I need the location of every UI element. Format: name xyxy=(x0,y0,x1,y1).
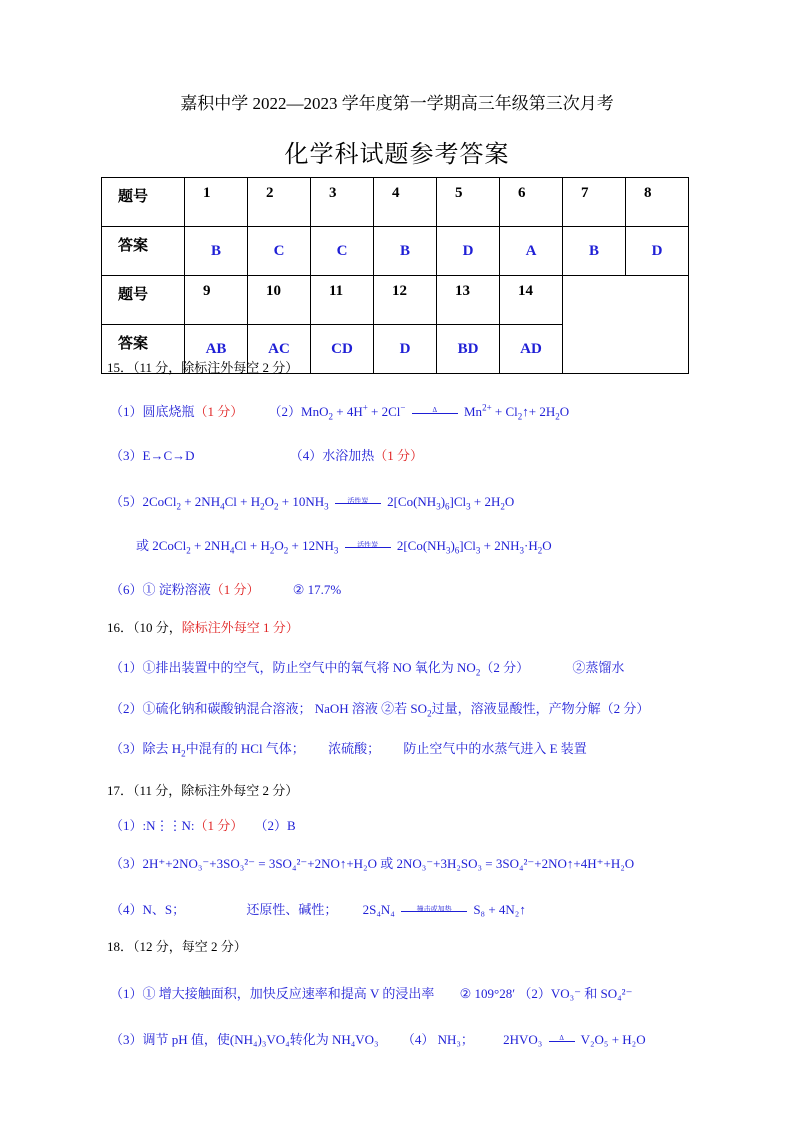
table-cell: B xyxy=(185,227,248,276)
table-cell: 3 xyxy=(311,178,374,227)
answer-text: （2 分） xyxy=(480,660,530,675)
table-cell: BD xyxy=(437,325,500,374)
answer-text: + 2H xyxy=(470,494,501,509)
answer-text: 2S₄N₄ xyxy=(362,902,395,917)
q18-answer-3-4 xyxy=(110,1029,646,1048)
answer-table xyxy=(101,177,689,374)
answer-text: O xyxy=(504,494,515,509)
condition-label: Δ xyxy=(559,1034,564,1042)
table-cell: B xyxy=(374,227,437,276)
q15-answer-5-alt: 或 2CoCl$_2$ + $2NH_4Cl + H_2O_2 + 12NH_3$ 活性炭 $2[Co(NH_3)_6]Cl_3 + 2NH_3\cdot H_2O$ xyxy=(136,538,552,556)
q16-answer-1: （1）①排出装置中的空气，防止空气中的氧气将 NO 氧化为 $NO_2(2$ 分） ②蒸馏水 xyxy=(110,660,625,678)
table-cell: 11 xyxy=(311,276,374,325)
table-cell: 9 xyxy=(185,276,248,325)
table-cell: 1 xyxy=(185,178,248,227)
table-cell: AD xyxy=(500,325,563,374)
answer-text: V₂O₅ + H₂O xyxy=(580,1032,646,1047)
answer-text: ↑+ 2H xyxy=(522,404,556,419)
answer-text: ]Cl xyxy=(459,538,476,553)
answer-text: S₈ + 4N₂↑ xyxy=(473,902,526,917)
q17-answer-3: （3）2H⁺+2NO₃⁻+3SO₃²⁻ = 3SO₄²⁻+2NO↑+H₂O 或 2NO₃⁻+3H₂SO₃ = 3SO₄²⁻+2NO↑+4H⁺+H₂O xyxy=(110,856,635,871)
answer-text: O xyxy=(264,494,274,509)
page-title: 化学科试题参考答案 xyxy=(284,140,510,168)
answer-text: （2）B xyxy=(254,818,296,833)
q17-header: 17．（11 分，除标注外每空 2 分） xyxy=(107,783,299,798)
answer-text: O xyxy=(542,538,552,553)
answer-text: ) xyxy=(450,538,455,553)
score-note: （1 分） xyxy=(374,448,424,463)
answer-text: + 2Cl xyxy=(367,404,401,419)
q18-answer-1-2 xyxy=(110,983,632,1002)
answer-text: 还原性、碱性； xyxy=(246,902,338,917)
table-cell: B xyxy=(563,227,626,276)
answer-text: （1）圆底烧瓶 xyxy=(110,404,195,419)
exam-title: 嘉积中学 2022—2023 学年度第一学期高三年级第三次月考 xyxy=(180,94,614,113)
answer-text: （2）VO₃⁻ 和 SO₄²⁻ xyxy=(518,986,633,1001)
score-note: 除标注外每空 1 分） xyxy=(181,620,299,635)
q16-header xyxy=(107,617,299,636)
table-cell: AB xyxy=(185,325,248,374)
table-row xyxy=(102,276,689,325)
q18-header: 18．（12 分，每空 2 分） xyxy=(107,939,247,954)
table-cell: C xyxy=(311,227,374,276)
answer-text: ]Cl xyxy=(449,494,467,509)
answer-text: （2）①硫化钠和碳酸钠混合溶液； NaOH 溶液 ②若 SO xyxy=(110,701,428,716)
answer-text: ) xyxy=(440,494,446,509)
table-cell: 题号 xyxy=(102,276,185,325)
answer-text: （1）:N⋮⋮N: xyxy=(110,818,195,833)
answer-text: （4）N、S； xyxy=(110,902,186,917)
table-cell: 14 xyxy=(500,276,563,325)
table-cell: C xyxy=(248,227,311,276)
answer-text: + 2NH xyxy=(180,494,221,509)
table-cell: 5 xyxy=(437,178,500,227)
score-note: （1 分） xyxy=(210,582,260,597)
q17-answer-1-2 xyxy=(110,815,296,834)
condition-label: Δ xyxy=(432,406,437,414)
table-cell: 7 xyxy=(563,178,626,227)
condition-label: 活性炭 xyxy=(347,497,369,505)
table-cell: AC xyxy=(248,325,311,374)
answer-text: （1）①排出装置中的空气，防止空气中的氧气将 NO 氧化为 NO xyxy=(110,660,476,675)
table-cell: 答案 xyxy=(102,325,185,374)
q15-answer-1-2: （1）圆底烧瓶（1 分） （2）MnO$_2$ + 4H+ + 2Cl− Δ $Mn^{2+}$ + $Cl_2↑+ 2H_2O$ xyxy=(110,402,570,422)
table-cell: 6 xyxy=(500,178,563,227)
answer-text: Mn xyxy=(464,404,483,419)
answer-text: （6）① 淀粉溶液 xyxy=(110,582,211,597)
answer-text: + 4H xyxy=(332,404,363,419)
answer-text: 防止空气中的水蒸气进入 E 装置 xyxy=(403,741,587,756)
answer-text: Cl + H xyxy=(224,494,261,509)
answer-text: ② 109°28′ xyxy=(459,986,516,1001)
table-empty-cell xyxy=(563,276,689,374)
answer-text: （3）除去 H xyxy=(110,741,182,756)
answer-text: 中混有的 HCl 气体； xyxy=(185,741,305,756)
answer-text: + Cl xyxy=(491,404,518,419)
table-cell: 10 xyxy=(248,276,311,325)
answer-text: ②蒸馏水 xyxy=(572,660,625,675)
answer-text: 2[Co(NH xyxy=(396,538,446,553)
condition-label: 活性炭 xyxy=(357,541,379,549)
q16-answer-3: （3）除去 $H_2$中混有的 HCl 气体； 浓硫酸； 防止空气中的水蒸气进入 E 装置 xyxy=(110,741,587,759)
table-cell: D xyxy=(626,227,689,276)
answer-text: + 2NH xyxy=(190,538,230,553)
answer-text: O xyxy=(559,404,570,419)
answer-text: 2HVO₃ xyxy=(503,1032,543,1047)
table-row xyxy=(102,227,689,276)
q16-answer-2: （2）①硫化钠和碳酸钠混合溶液； NaOH 溶液 ②若 $SO_2$过量，溶液显酸性，产物分解（2 分） xyxy=(110,701,650,719)
score-note: （1 分） xyxy=(194,404,244,419)
q15-header: 15．（11 分，除标注外每空 2 分） xyxy=(107,360,299,375)
answer-text: 过量，溶液显酸性，产物分解（2 分） xyxy=(431,701,650,716)
table-cell: 4 xyxy=(374,178,437,227)
answer-text: O xyxy=(274,538,284,553)
table-cell: 12 xyxy=(374,276,437,325)
answer-text: （4）水浴加热 xyxy=(289,448,375,463)
answer-text: ·H xyxy=(524,538,538,553)
table-row xyxy=(102,178,689,227)
condition-label: 撞击或加热 xyxy=(416,905,452,913)
table-cell: CD xyxy=(311,325,374,374)
q15-answer-5: （5）2CoCl$_2$ + $2NH_4Cl + H_2O_2 + 10NH_3$ 活性炭 $2[Co(NH_3)_6]Cl_3 + 2H_2O$ xyxy=(110,494,515,512)
answer-text: （1）① 增大接触面积，加快反应速率和提高 V 的浸出率 xyxy=(110,986,435,1001)
answer-text: （5）2CoCl xyxy=(110,494,177,509)
table-cell: A xyxy=(500,227,563,276)
q15-answer-6 xyxy=(110,579,341,598)
answer-text: 或 2CoCl xyxy=(136,538,187,553)
answer-text: + 12NH xyxy=(288,538,334,553)
answer-text: 浓硫酸； xyxy=(328,741,381,756)
q15-answer-3-4 xyxy=(110,445,423,464)
answer-text: + 10NH xyxy=(278,494,325,509)
answer-text: （3）调节 pH 值，使(NH₄)₃VO₄转化为 NH₄VO₃ xyxy=(110,1032,379,1047)
answer-text: ② 17.7% xyxy=(292,582,342,597)
answer-text: + 2NH xyxy=(480,538,520,553)
answer-text: Cl + H xyxy=(234,538,270,553)
table-cell: 答案 xyxy=(102,227,185,276)
table-cell: D xyxy=(437,227,500,276)
answer-text: （3）E→C→D xyxy=(110,448,195,463)
score-note: （1 分） xyxy=(194,818,244,833)
table-cell: 2 xyxy=(248,178,311,227)
header-text: 16．（10 分， xyxy=(107,620,182,635)
answer-text: （4） NH₃； xyxy=(401,1032,474,1047)
table-cell: 8 xyxy=(626,178,689,227)
q17-answer-4 xyxy=(110,899,526,918)
answer-text: 2[Co(NH xyxy=(387,494,437,509)
table-cell: 13 xyxy=(437,276,500,325)
table-cell: 题号 xyxy=(102,178,185,227)
answer-text: （2）MnO xyxy=(268,404,329,419)
table-cell: D xyxy=(374,325,437,374)
